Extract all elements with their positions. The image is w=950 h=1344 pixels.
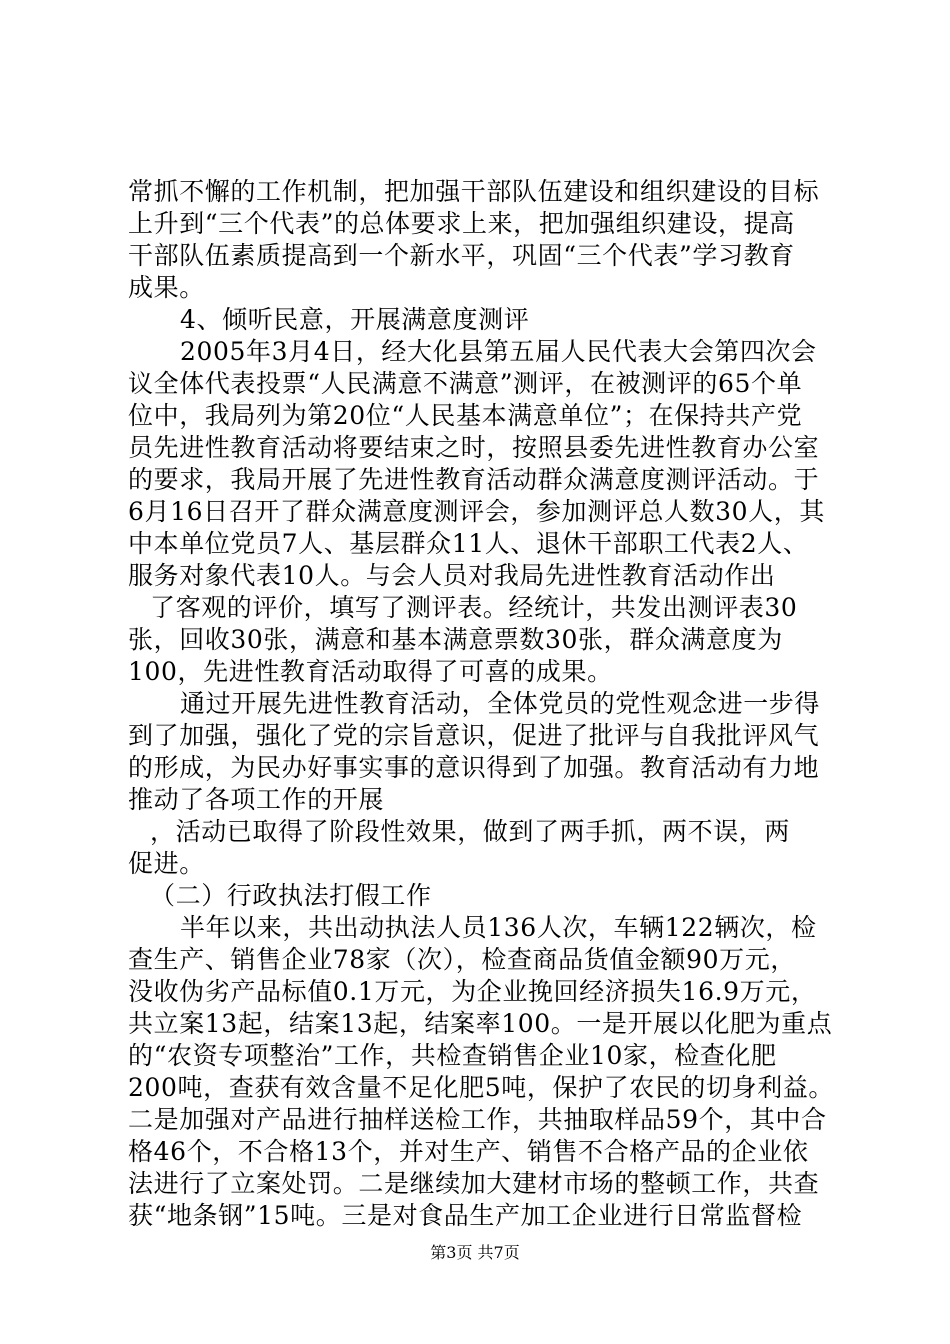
text-line: 张，回收30张，满意和基本满意票数30张，群众满意度为 xyxy=(128,625,783,654)
text-line: 200吨，查获有效含量不足化肥5吨，保护了农民的切身利益。 xyxy=(128,1073,835,1102)
text-line: 的形成，为民办好事实事的意识得到了加强。教育活动有力地 xyxy=(128,753,820,782)
text-line: 2005年3月4日，经大化县第五届人民代表大会第四次会 xyxy=(180,337,817,366)
text-line: 6月16日召开了群众满意度测评会，参加测评总人数30人，其 xyxy=(128,497,825,526)
text-line: 干部队伍素质提高到一个新水平，巩固“三个代表”学习教育 xyxy=(128,241,795,270)
text-line: 的“农资专项整治”工作，共检查销售企业10家，检查化肥 xyxy=(128,1041,777,1070)
page-number-footer: 第3页 共7页 xyxy=(430,1243,520,1262)
text-line: ，活动已取得了阶段性效果，做到了两手抓，两不误，两 xyxy=(150,817,791,846)
section-heading: 4、倾听民意，开展满意度测评 xyxy=(180,305,530,334)
text-line: 促进。 xyxy=(128,849,205,878)
text-line: 服务对象代表10人。与会人员对我局先进性教育活动作出 xyxy=(128,561,776,590)
text-line: 二是加强对产品进行抽样送检工作，共抽取样品59个，其中合 xyxy=(128,1105,827,1134)
text-line: 推动了各项工作的开展 xyxy=(128,785,385,814)
text-line: 常抓不懈的工作机制，把加强干部队伍建设和组织建设的目标 xyxy=(128,177,820,206)
text-line: 中本单位党员7人、基层群众11人、退休干部职工代表2人、 xyxy=(128,529,809,558)
text-line: 到了加强，强化了党的宗旨意识，促进了批评与自我批评风气 xyxy=(128,721,820,750)
text-line: 位中，我局列为第20位“人民基本满意单位”；在保持共产党 xyxy=(128,401,803,430)
text-line: 共立案13起，结案13起，结案率100。一是开展以化肥为重点 xyxy=(128,1009,833,1038)
text-line: 上升到“三个代表”的总体要求上来，把加强组织建设，提高 xyxy=(128,209,795,238)
text-line: 员先进性教育活动将要结束之时，按照县委先进性教育办公室 xyxy=(128,433,820,462)
text-line: 查生产、销售企业78家（次），检查商品货值金额90万元， xyxy=(128,945,796,974)
text-line: 议全体代表投票“人民满意不满意”测评，在被测评的65个单 xyxy=(128,369,803,398)
text-line: 通过开展先进性教育活动，全体党员的党性观念进一步得 xyxy=(180,689,821,718)
text-line: 获“地条钢”15吨。三是对食品生产加工企业进行日常监督检 xyxy=(128,1201,803,1230)
text-line: 没收伪劣产品标值0.1万元，为企业挽回经济损失16.9万元， xyxy=(128,977,817,1006)
text-line: 半年以来，共出动执法人员136人次，车辆122辆次，检 xyxy=(180,913,817,942)
text-line: 格46个，不合格13个，并对生产、销售不合格产品的企业依 xyxy=(128,1137,809,1166)
text-line: 100，先进性教育活动取得了可喜的成果。 xyxy=(128,657,613,686)
text-line: 了客观的评价，填写了测评表。经统计，共发出测评表30 xyxy=(150,593,798,622)
section-heading: （二）行政执法打假工作 xyxy=(150,881,432,910)
text-line: 的要求，我局开展了先进性教育活动群众满意度测评活动。于 xyxy=(128,465,820,494)
text-line: 成果。 xyxy=(128,273,205,302)
text-line: 法进行了立案处罚。二是继续加大建材市场的整顿工作，共查 xyxy=(128,1169,820,1198)
